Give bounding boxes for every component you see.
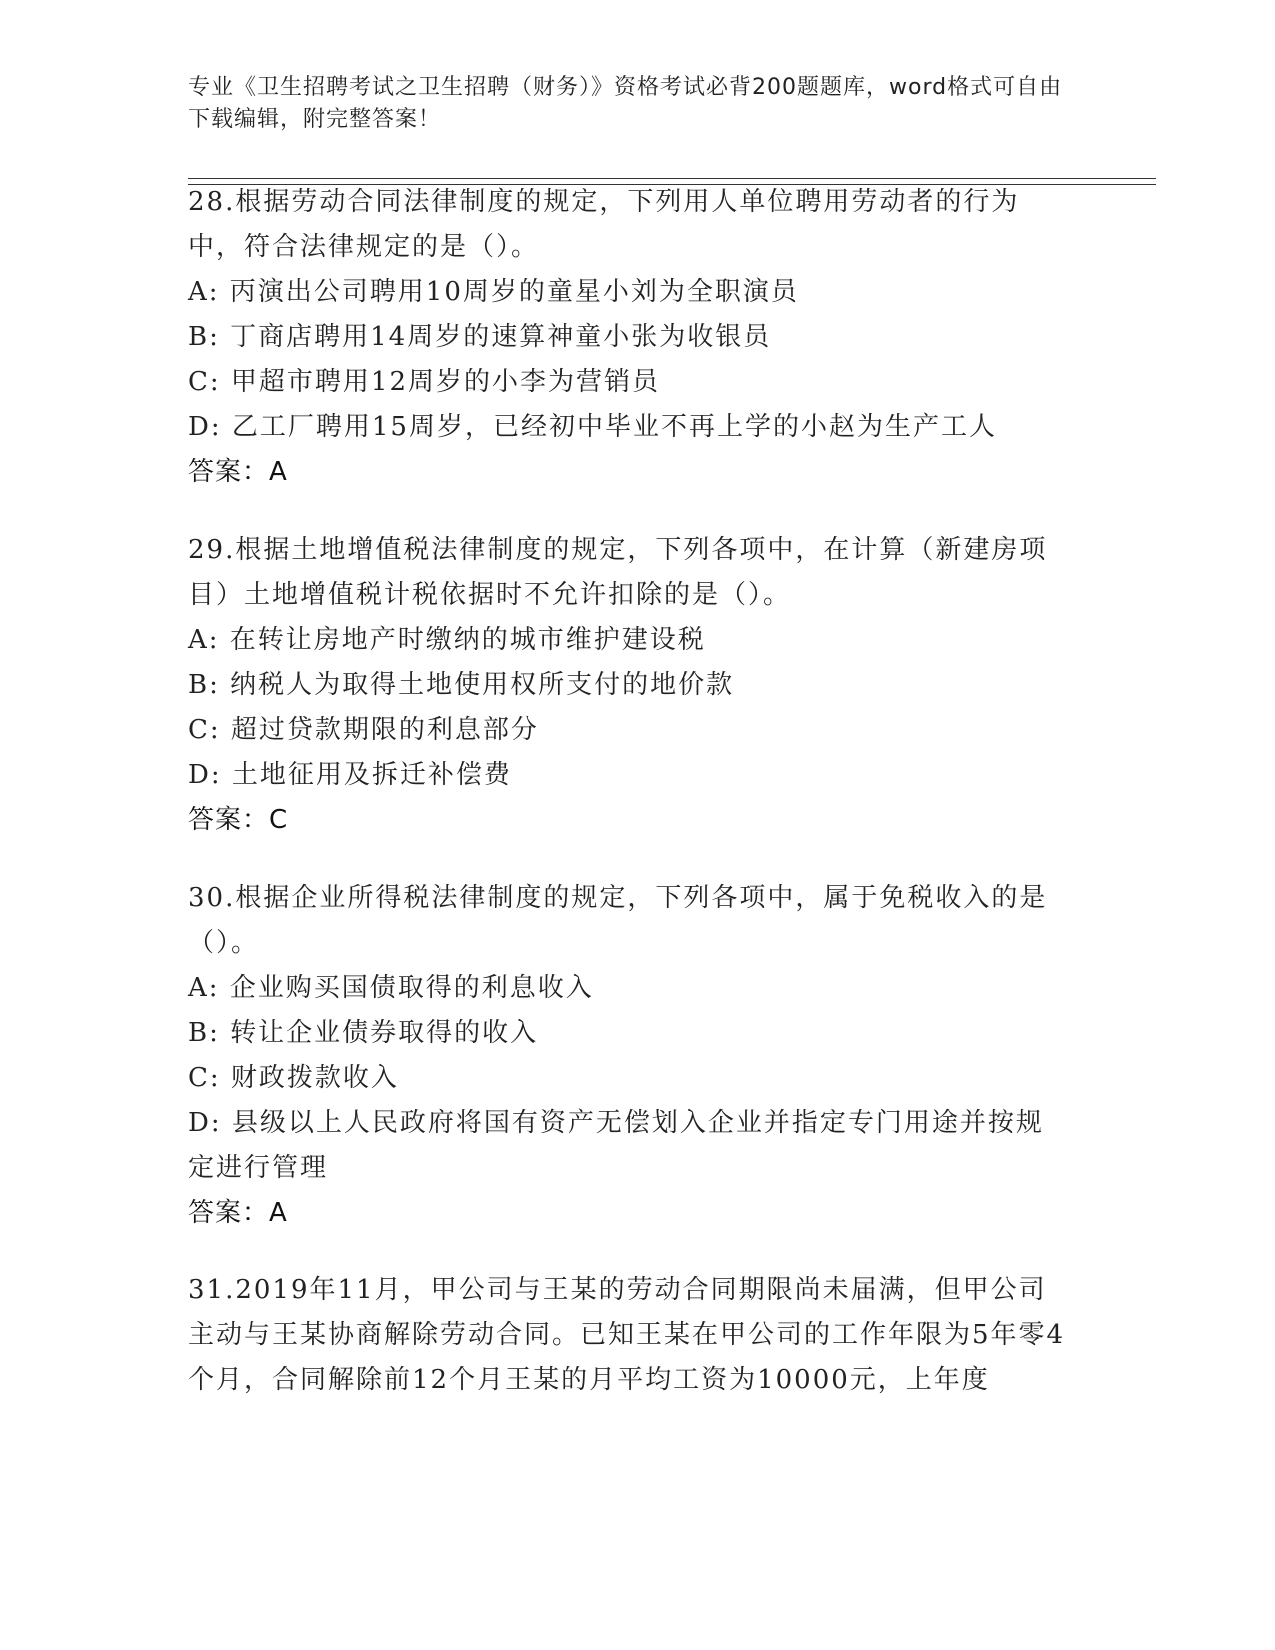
question-31 [188,1268,1068,1403]
question-28 [188,180,1068,495]
option-d: D: 乙工厂聘用15周岁，已经初中毕业不再上学的小赵为生产工人 [188,412,997,442]
question-text: 31.2019年11月，甲公司与王某的劳动合同期限尚未届满，但甲公司主动与王某协商解除劳动合同。已知王某在甲公司的工作年限为5年零4个月，合同解除前12个月王某的月平均工资为10000元，上年度 [188,1275,1066,1395]
option-c: C: 财政拨款收入 [188,1063,399,1093]
option-a: A: 在转让房地产时缴纳的城市维护建设税 [188,625,706,655]
option-a: A: 企业购买国债取得的利息收入 [188,973,594,1003]
question-30 [188,876,1068,1236]
question-text: 29.根据土地增值税法律制度的规定，下列各项中，在计算（新建房项目）土地增值税计税依据时不允许扣除的是（）。 [188,535,1048,610]
answer: 答案：C [188,805,289,835]
question-text: 28.根据劳动合同法律制度的规定，下列用人单位聘用劳动者的行为中，符合法律规定的是（）。 [188,187,1020,262]
option-c: C: 甲超市聘用12周岁的小李为营销员 [188,367,661,397]
question-29 [188,528,1068,843]
answer: 答案：A [188,1198,288,1228]
option-d: D: 县级以上人民政府将国有资产无偿划入企业并指定专门用途并按规定进行管理 [188,1108,1044,1183]
option-c: C: 超过贷款期限的利息部分 [188,715,539,745]
option-a: A: 丙演出公司聘用10周岁的童星小刘为全职演员 [188,277,799,307]
option-b: B: 转让企业债券取得的收入 [188,1018,539,1048]
option-b: B: 丁商店聘用14周岁的速算神童小张为收银员 [188,322,772,352]
option-d: D: 土地征用及拆迁补偿费 [188,760,512,790]
header-rule-top [188,178,1156,179]
document-header: 专业《卫生招聘考试之卫生招聘（财务）》资格考试必背200题题库，word格式可自由下载编辑，附完整答案！ [188,75,1063,132]
answer: 答案：A [188,457,288,487]
option-b: B: 纳税人为取得土地使用权所支付的地价款 [188,670,735,700]
question-text: 30.根据企业所得税法律制度的规定，下列各项中，属于免税收入的是（）。 [188,883,1048,958]
